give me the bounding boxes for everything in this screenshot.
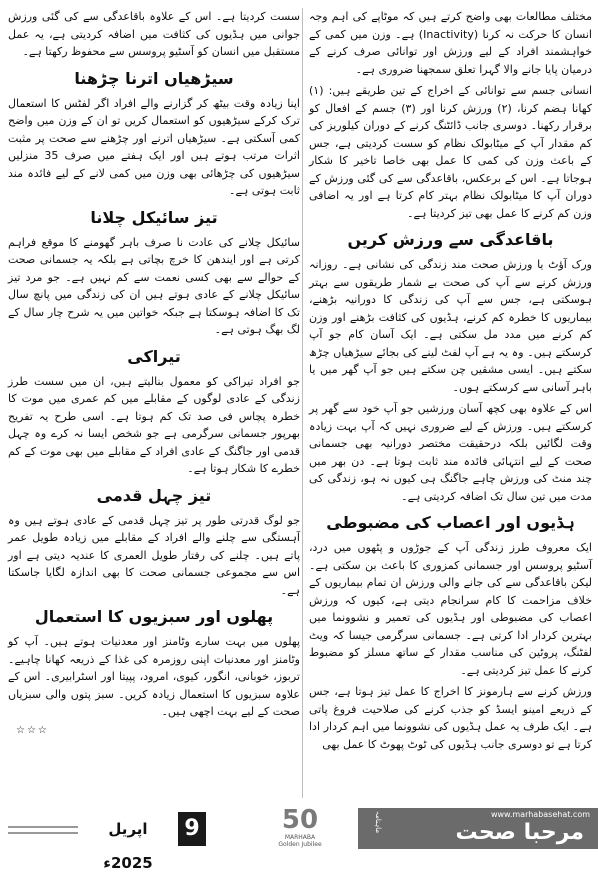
paragraph: ورک آؤٹ یا ورزش صحت مند زندگی کی نشانی ہے۔ روزانہ ورزش کرنے سے آپ کی صحت بے شمار طریقوں سے بہتر ہوسکتی ہے، جس سے آپ کی زندگی کا دورانیہ بڑھنے، بیماریوں کا خطرہ کم کرنے، ہڈیوں کی کثافت بڑھنے اور وزن کم کرنے میں مدد مل سکتی ہے۔ ایک آسان کام جو آپ کرسکتے ہیں۔ وہ یہ ہے آپ لفٹ لینے کی بجائے سیڑھیاں چڑھ سکتے ہیں۔ ایسی مشقیں چن سکتے ہیں جو آپ گھر میں یا باہر آسانی سے کرسکتے ہوں۔ [309, 258, 592, 394]
paragraph: ورزش کرنے سے ہارمونز کا اخراج کا عمل تیز ہوتا ہے، جس کے ذریعے امینو ایسڈ کو جذب کرنے کی صلاحیت فروغ پاتی ہے۔ ایک طرف یہ عمل ہڈیوں کی نشوونما میں اہم کردار ادا کرتا ہے تو دوسری جانب ہڈیوں کی ٹوٹ پھوٹ کا عمل بھی [309, 685, 592, 751]
stars-ornament: ☆☆☆ [16, 724, 49, 736]
paragraph: جو لوگ قدرتی طور پر تیز چہل قدمی کے عادی ہوتے ہیں وہ آہستگی سے چلنے والے افراد کے مقابلے میں زیادہ طویل عمر پاتے ہیں۔ چلنے کی رفتار طویل العمری کا عندیہ دیتی ہے اور اس سے مجموعی جسمانی صحت کا بھی اندازہ لگایا جاسکتا ہے۔ [8, 513, 300, 597]
section-heading: پھلوں اور سبزیوں کا استعمال [34, 607, 274, 626]
paragraph: انسانی جسم سے توانائی کے اخراج کے تین طریقے ہیں: (۱) کھانا ہضم کرنا، (۲) ورزش کرنا اور (۳) جسم کے افعال کو برقرار رکھنا۔ دوسری جانب ڈائٹنگ کرنے کے دوران کیلوریز کی کم مقدار آپ کے میٹابولک نظام کو سست کردیتی ہے، جس کے باعث وزن کی کمی کا عمل بھی خاصا تاخیر کا شکار ہوجاتا ہے۔ اس کے برعکس، باقاعدگی سے کی گئی ورزش کے دوران آپ کا میٹابولک نظام بہتر کام کرتا ہے اور یہ اضافی وزن کم کرنے کا عمل بھی تیز کردیتا ہے۔ [309, 84, 592, 220]
paragraph: سست کردیتا ہے۔ اس کے علاوہ باقاعدگی سے کی گئی ورزش جوانی میں ہڈیوں کی کثافت میں اضافہ کردیتی ہے، یہ عمل مستقبل میں انسان کو آسٹیو پروسس سے محفوظ رکھتا ہے۔ [8, 10, 300, 58]
footer-decorative-lines [8, 826, 78, 834]
section-heading: تیراکی [127, 346, 181, 366]
section-heading: سیڑھیاں اترنا چڑھنا [74, 68, 234, 88]
column-divider [302, 8, 303, 798]
paragraph: اس کے علاوہ بھی کچھ آسان ورزشیں جو آپ خود سے گھر پر کرسکتے ہیں۔ ورزش کے لیے ضروری نہیں کہ آپ بہت زیادہ وقت لگائیں بلکہ درحقیقت مختصر دورانیہ بھی جسمانی صحت کے لیے انتہائی فائدہ مند ثابت ہوتا ہے۔ دن بھر میں چند منٹ کی ورزش چاہے جاگنگ ہی کیوں نہ ہو، زندگی کی مدت میں تین سال تک اضافہ کردیتی ہے۔ [309, 402, 592, 503]
logo-number: 50 [281, 805, 319, 835]
page-number: 9 [178, 812, 206, 846]
website-url: www.marhabasehat.com [490, 810, 590, 819]
page-footer [0, 805, 598, 872]
logo-sub-2: Golden Jubilee [278, 841, 322, 848]
paragraph: سائیکل چلانے کی عادت نا صرف باہر گھومنے کا موقع فراہم کرتی ہے اور ایندھن کا خرچ بچاتی ہے بلکہ یہ جسمانی صحت کے حوالے سے بھی کسی نعمت سے کم نہیں ہے۔ جو مرد تیز سائیکل چلانے کے عادی ہوتے ہیں ان کی زندگی میں پانچ سال تک کا اضافہ ہوسکتا ہے جبکہ خواتین میں یہ شرح چار سال کے لگ بھگ ہوتی ہے۔ [8, 235, 300, 336]
paragraph: ایک معروف طرز زندگی آپ کے جوڑوں و پٹھوں میں درد، آسٹیو پروسس اور جسمانی کمزوری کا باعث بن سکتی ہے۔ لیکن باقاعدگی سے کی جانے والی ورزش ان تمام بیماریوں کے خلاف مزاحمت کا کام سرانجام دیتی ہے، کیوں کہ ورزش اعصاب کی مضبوطی اور ہڈیوں کی تعمیر و نشوونما میں بہترین کردار ادا کرتی ہے۔ جسمانی سرگرمی جیسا کہ ویٹ لفٹنگ، پروٹین کی مناسب مقدار کے ساتھ مسلز کو مضبوط کرنے کا عمل تیز کردیتی ہے۔ [309, 541, 592, 677]
left-column [8, 8, 300, 736]
magazine-masthead [358, 808, 598, 849]
logo-sub-1: MARHABA [284, 834, 316, 841]
right-column [309, 8, 592, 757]
section-heading: باقاعدگی سے ورزش کریں [347, 230, 554, 249]
golden-jubilee-logo [268, 806, 332, 849]
section-heading: ہڈیوں اور اعصاب کی مضبوطی [326, 513, 575, 532]
paragraph: پھلوں میں بہت سارے وٹامنز اور معدنیات ہوتے ہیں۔ آپ کو وٹامنز اور معدنیات اپنی روزمرہ کی غذا کے ذریعہ کھانا چاہیے۔ تربوز، خوبانی، انگور، کیوی، امرود، پپیتا اور اسٹرابیری۔ اس کے علاوہ سبزیوں کا استعمال زیادہ کریں۔ سبز پتوں والی سبزیاں صحت کے لیے بہت اچھی ہیں۔ [8, 635, 300, 718]
issue-date: اپریل 2025ء [103, 820, 153, 872]
paragraph: اپنا زیادہ وقت بیٹھ کر گزارنے والے افراد اگر لفٹس کا استعمال ترک کرکے سیڑھیوں کو استعمال کریں تو ان کے وزن میں واضح کمی آسکتی ہے۔ سیڑھیاں اترنے اور چڑھنے سے صحت پر مثبت اثرات مرتب ہوتے ہیں اور ایک ہفتے میں صرف 35 منزلیں سیڑھیوں کی چڑھائی بھی وزن میں کمی لانے کے لیے فائدہ مند ثابت ہوتی ہے۔ [8, 96, 300, 197]
paragraph: مختلف مطالعات بھی واضح کرتے ہیں کہ موٹاپے کی اہم وجہ انسان کا حرکت نہ کرنا (Inactivity) ہے۔ وزن میں کمی کے خواہشمند افراد کے لیے ورزش اور توانائی صرف کرنے کے درمیان پایا جانے والا گہرا تعلق سمجھنا ضروری ہے۔ [309, 10, 592, 76]
section-heading: تیز چہل قدمی [96, 485, 212, 505]
section-heading: تیز سائیکل چلانا [90, 207, 218, 227]
magazine-small-label: ماہنامہ [374, 811, 382, 834]
paragraph: جو افراد تیراکی کو معمول بنالیتے ہیں، ان میں سست طرز زندگی کے عادی لوگوں کے مقابلے میں کم عمری میں موت کا خطرہ پچاس فی صد تک کم ہوتا ہے۔ اسی طرح یہ تفریح بھرپور جسمانی سرگرمی ہے جو شخص ایسا نہ کرے وہ چہل قدمی اور جاگنگ کے عادی افراد کے مقابلے میں بھی موت کے کم خطرے کا شکار ہوتا ہے۔ [8, 374, 300, 475]
magazine-name: مرحبا صحت [455, 820, 584, 845]
